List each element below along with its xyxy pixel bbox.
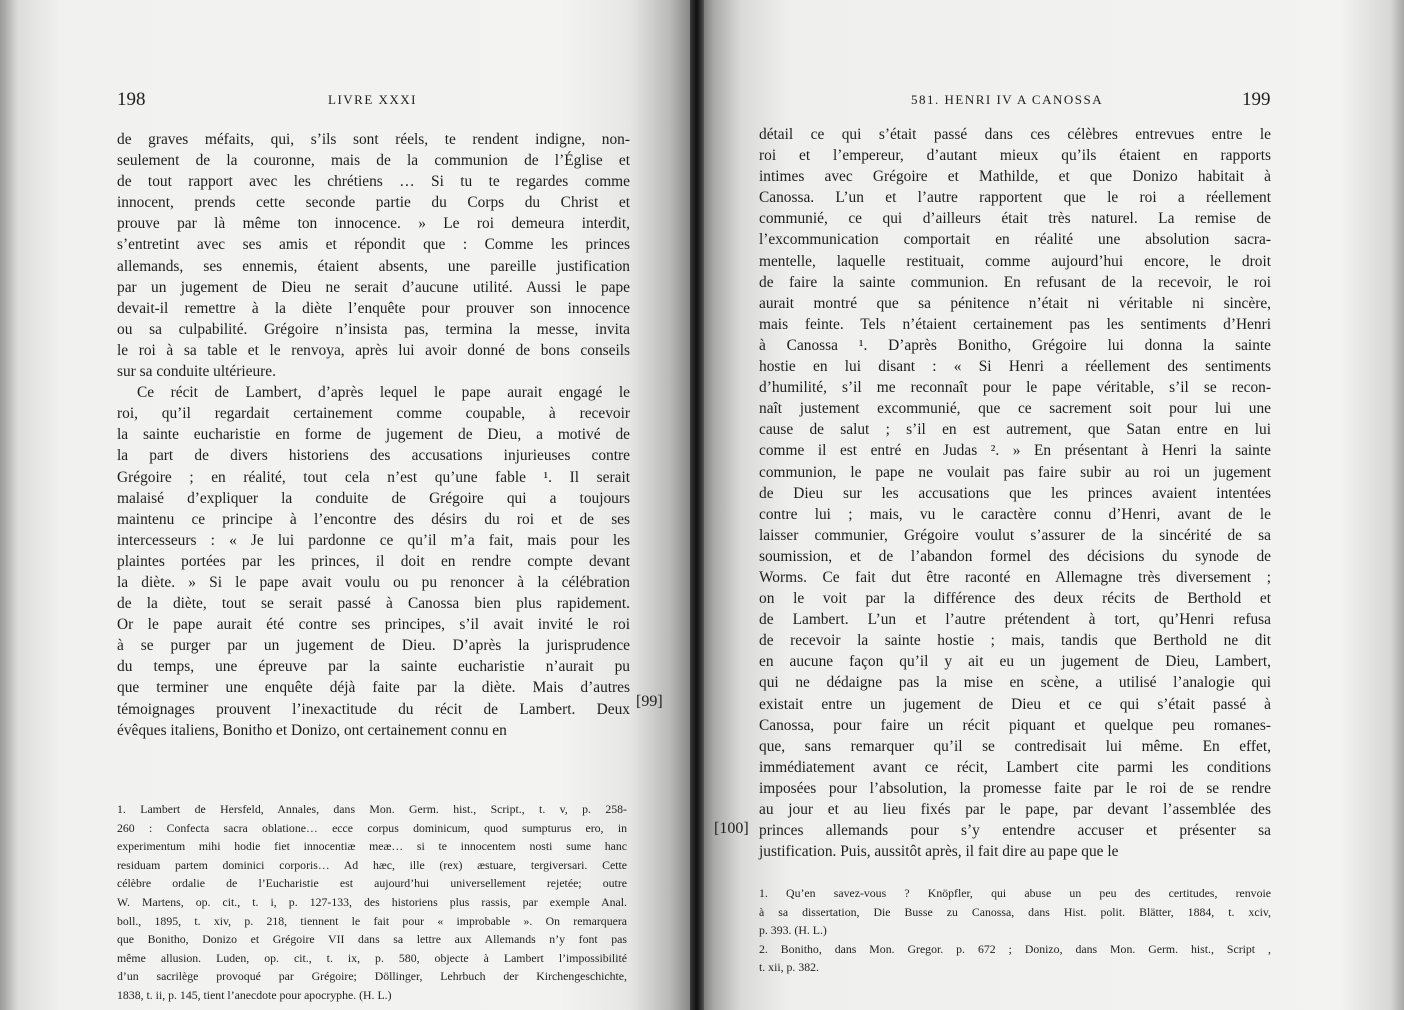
left-body-line: Grégoire ; en réalité, tout cela n’est qu’une fable ¹. Il serait: [117, 468, 630, 486]
left-body-line: la diète. » Si le pape avait voulu ou pu renoncer à la célébration: [117, 573, 630, 591]
right-body-line: justification. Puis, aussitôt après, il fait dire au pape que le: [759, 843, 1119, 861]
right-body-line: Canossa, pour faire un récit piquant et quelque peu romanes-: [759, 716, 1271, 734]
right-body-line: cause de salut ; s’il en est autrement, que Satan entre en lui: [759, 421, 1271, 439]
left-body-line: s’entretint avec ses amis et répondit que : Comme les princes: [117, 236, 630, 254]
right-body-line: laisser communier, Grégoire voulut s’assurer de la sincérité de sa: [759, 526, 1271, 544]
margin-marker-100: [100]: [714, 820, 749, 837]
left-body-line: roi, qu’il regardait certainement comme coupable, à recevoir: [117, 405, 630, 423]
right-body-line: communié, ce qui d’ailleurs était très naturel. La remise de: [759, 210, 1271, 228]
right-body-line: que, sans remarquer qu’il se contredisait lui même. En effet,: [759, 737, 1271, 755]
right-body-text: [759, 124, 1271, 862]
left-body-line: à se purger par un jugement de Dieu. D’après la jurisprudence: [117, 637, 630, 655]
left-footnote-line: boll., 1895, t. xiv, p. 218, tiennent le fait pour « improbable ». On remarquera: [117, 913, 627, 928]
left-footnote-line: célèbre ordalie de l’Eucharistie est aujourd’hui universellement rejetée; outre: [117, 876, 627, 891]
left-body-line: témoignages prouvent l’inexactitude du récit de Lambert. Deux: [117, 700, 630, 718]
right-body-line: de Lambert. L’un et l’autre prétendent à tort, qu’Henri refusa: [759, 611, 1271, 629]
right-body-line: qui ne dédaigne pas la mise en scène, a utilisé l’analogie qui: [759, 674, 1271, 692]
right-body-line: aurait montré que sa pénitence n’était ni véritable ni sincère,: [759, 294, 1271, 312]
left-body-line: Ce récit de Lambert, d’après lequel le pape aurait engagé le: [137, 384, 630, 402]
left-page-number: 198: [117, 89, 146, 110]
right-page: [700, 0, 1404, 1010]
left-body-text: [117, 129, 630, 741]
left-body-line: sur sa conduite ultérieure.: [117, 363, 276, 381]
right-body-line: l’excommunication comportait en réalité une absolution sacra-: [759, 231, 1271, 249]
right-body-line: roi et l’empereur, d’autant mieux qu’ils étaient en rapports: [759, 147, 1271, 165]
left-footnote-line: même allusion. Luden, op. cit., t. ix, p. 580, objecte à Lambert l’impossibilité: [117, 950, 627, 965]
left-body-line: du temps, une épreuve par la sainte eucharistie n’aurait pu: [117, 658, 630, 676]
right-body-line: Worms. Ce fait dut être raconté en Allemagne très diversement ;: [759, 568, 1271, 586]
left-footnote-line: d’un sacrilège provoqué par Grégoire; Döllinger, Lehrbuch der Kirchengeschichte,: [117, 969, 627, 984]
right-footnote-line: 1. Qu’en savez-vous ? Knöpfler, qui abuse un peu des certitudes, renvoie: [759, 886, 1271, 900]
left-footnote-line: residuam partem dominici corporis… Ad hæc, ille (rex) æstuare, tergiversari. Cette: [117, 857, 627, 872]
left-body-line: devait-il remettre à la diète l’enquête pour prouver son innocence: [117, 299, 630, 317]
left-footnote-line: que Bonitho, Donizo et Grégoire VII dans sa lettre aux Allemands n’y font pas: [117, 932, 627, 947]
right-body-line: d’humilité, s’il me reconnaît pour le pape véritable, s’il se recon-: [759, 379, 1271, 397]
right-body-line: imposées pour l’absolution, la promesse faite par le roi de se rendre: [759, 779, 1271, 797]
left-body-line: la part de divers historiens des accusations injurieuses contre: [117, 447, 630, 465]
right-body-line: au jour et au lieu fixés par le pape, par devant l’assemblée des: [759, 801, 1271, 818]
right-body-line: on le voit par la différence des deux récits de Berthold et: [759, 590, 1271, 608]
left-body-line: seulement de la couronne, mais de la communion de l’Église et: [117, 152, 630, 170]
right-footnote-line: p. 393. (H. L.): [759, 923, 827, 938]
left-body-line: innocent, prends cette seconde partie du Corps du Christ et: [117, 194, 630, 212]
right-body-line: de recevoir la sainte hostie ; mais, tandis que Berthold ne dit: [759, 632, 1271, 650]
right-body-line: de faire la sainte communion. En refusant de la recevoir, le roi: [759, 273, 1271, 291]
right-page-number: 199: [1242, 89, 1271, 110]
left-body-line: maintenu ce principe à l’encontre des désirs du roi et de ses: [117, 510, 630, 528]
left-body-line: malaisé d’expliquer la conduite de Grégoire qui a toujours: [117, 489, 630, 507]
left-footnote-line: experimentum mihi hodie fiet innocentiæ meæ… si te innocentem nosti sume hanc: [117, 839, 627, 854]
left-body-line: par un jugement de Dieu ne serait d’aucune utilité. Aussi le pape: [117, 278, 630, 296]
right-body-line: à Canossa ¹. D’après Bonitho, Grégoire lui donna la sainte: [759, 336, 1271, 354]
left-body-line: prouve par là même ton innocence. » Le roi demeura interdit,: [117, 215, 630, 233]
right-body-line: hostie en lui disant : « Si Henri a réellement des sentiments: [759, 358, 1271, 376]
left-body-line: ou sa culpabilité. Grégoire n’insista pas, termina la messe, invita: [117, 320, 630, 338]
left-body-line: Or le pape aurait été contre ses principes, s’il avait invité le roi: [117, 616, 630, 634]
margin-marker-99: [99]: [636, 693, 663, 710]
right-footnote-line: 2. Bonitho, dans Mon. Gregor. p. 672 ; Donizo, dans Mon. Germ. hist., Script ,: [759, 941, 1271, 956]
right-body-line: mais feinte. Tels n’étaient certainement pas les sentiments d’Henri: [759, 315, 1271, 333]
right-footnote-line: t. xii, p. 382.: [759, 960, 819, 975]
left-body-line: allemands, ses ennemis, étaient absents, une pareille justification: [117, 257, 630, 275]
right-body-line: de Dieu sur les accusations que les princes avaient intentées: [759, 484, 1271, 502]
right-body-line: contre lui ; mais, vu le caractère connu d’Henri, avant de le: [759, 505, 1271, 523]
left-body-line: plaintes portées par les princes, il doit en rendre compte devant: [117, 552, 630, 570]
left-footnote-line: 1. Lambert de Hersfeld, Annales, dans Mon. Germ. hist., Script., t. v, p. 258-: [117, 802, 627, 816]
right-body-line: comme il est entré en Judas ². » En présentant à Henri la sainte: [759, 442, 1271, 460]
right-body-line: en aucune façon qu’il y ait eu un jugement de Dieu, Lambert,: [759, 653, 1271, 671]
left-footnote-line: 260 : Confecta sacra oblatione… ecce corpus dominicum, quod sumpturus ero, in: [117, 820, 627, 835]
left-body-line: de tout rapport avec les chrétiens … Si tu te regardes comme: [117, 173, 630, 191]
right-body-line: existait entre un jugement de Dieu et ce qui s’était passé à: [759, 695, 1271, 713]
right-body-line: naît justement excommunié, que ce sacrement soit pour lui une: [759, 400, 1271, 418]
left-body-line: de la diète, tout se serait passé à Canossa bien plus rapidement.: [117, 595, 630, 613]
left-body-line: la sainte eucharistie en forme de jugement de Dieu, a motivé de: [117, 426, 630, 444]
left-body-line: évêques italiens, Bonitho et Donizo, ont certainement connu en: [117, 721, 507, 739]
right-body-line: immédiatement avant ce récit, Lambert cite parmi les conditions: [759, 758, 1271, 776]
right-body-line: détail ce qui s’était passé dans ces célèbres entrevues entre le: [759, 126, 1271, 143]
left-body-line: de graves méfaits, qui, s’ils sont réels, te rendent indigne, non-: [117, 131, 630, 148]
left-running-head: LIVRE XXXI: [328, 92, 418, 107]
right-body-line: communion, le pape ne voulait pas faire subir au roi un jugement: [759, 463, 1271, 481]
right-footnotes: [759, 884, 1271, 977]
right-body-line: soumission, et de l’abandon formel des décisions du synode de: [759, 547, 1271, 565]
left-body-line: le roi à sa table et le renvoya, après lui avoir donné de bons conseils: [117, 341, 630, 359]
left-footnote-line: 1838, t. ii, p. 145, tient l’anecdote pour apocryphe. (H. L.): [117, 987, 392, 1002]
left-page: [0, 0, 694, 1010]
right-body-line: princes allemands pour s’y entendre accuser et présenter sa: [759, 822, 1271, 840]
right-body-line: Canossa. L’un et l’autre rapportent que le roi a réellement: [759, 189, 1271, 207]
right-body-line: intimes avec Grégoire et Mathilde, et que Donizo habitait à: [759, 168, 1271, 186]
left-footnote-line: W. Martens, op. cit., t. i, p. 127-133, des historiens plus rassis, par exemple Anal.: [117, 894, 627, 909]
left-body-line: intercesseurs : « Je lui pardonne ce qu’il m’a fait, mais pour les: [117, 531, 630, 549]
book-gutter: [690, 0, 704, 1010]
right-footnote-line: à sa dissertation, Die Busse zu Canossa, dans Hist. polit. Blätter, 1884, t. xciv,: [759, 904, 1271, 919]
left-footnotes: [117, 800, 627, 1005]
right-running-head: 581. HENRI IV A CANOSSA: [911, 92, 1104, 107]
right-body-line: mentelle, laquelle restituait, comme aujourd’hui encore, le droit: [759, 252, 1271, 270]
left-body-line: que terminer une enquête déjà faite par la diète. Mais d’autres: [117, 679, 630, 697]
